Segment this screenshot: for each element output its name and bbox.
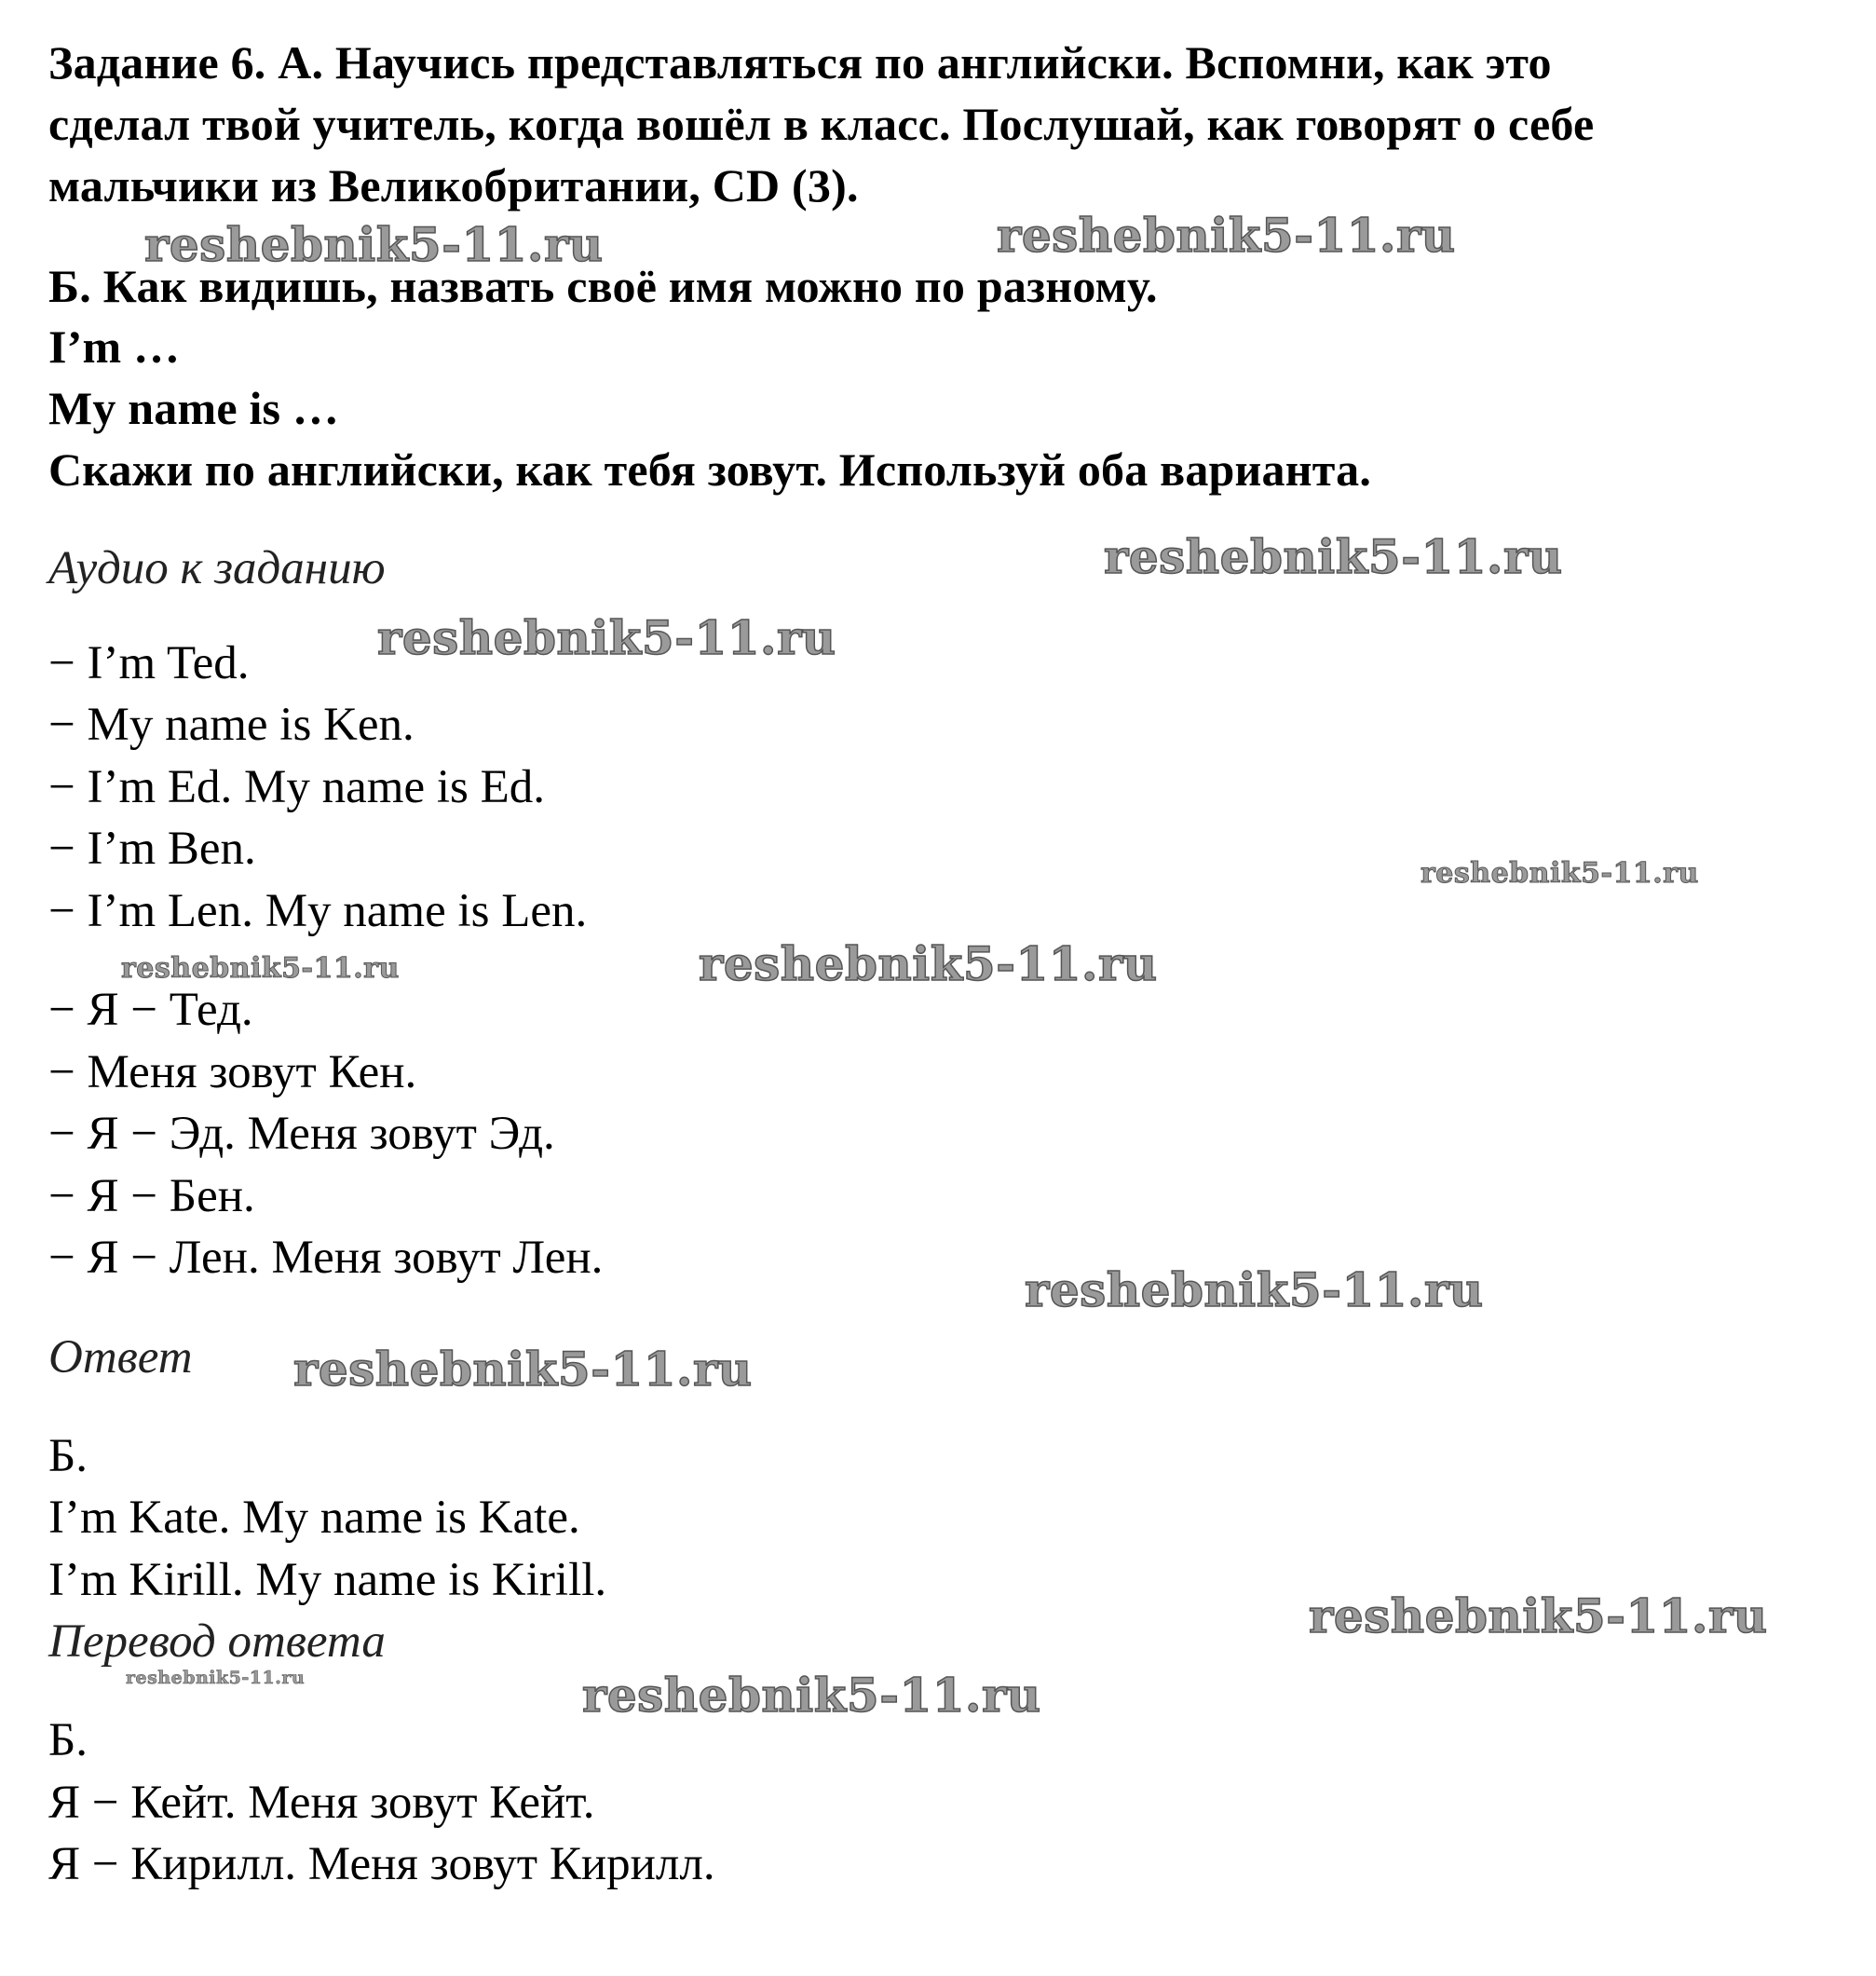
audio-english-line-3: − I’m Ed. My name is Ed. [48, 761, 546, 813]
answer-line-2: I’m Kirill. My name is Kirill. [48, 1554, 607, 1606]
task-title-line-2: сделал твой учитель, когда вошёл в класс. Послушай, как говорят о себе [48, 98, 1595, 150]
translation-label: Б. [48, 1714, 88, 1766]
task-title-line-1: Задание 6. А. Научись представляться по английски. Вспомни, как это [48, 36, 1552, 89]
answer-heading: Ответ [48, 1331, 193, 1383]
audio-english-line-1: − I’m Ted. [48, 637, 250, 689]
audio-english-line-4: − I’m Ben. [48, 823, 256, 875]
audio-russian-line-2: − Меня зовут Кен. [48, 1046, 417, 1098]
audio-russian-line-1: − Я − Тед. [48, 984, 253, 1036]
audio-russian-line-4: − Я − Бен. [48, 1170, 255, 1222]
translation-line-2: Я − Кирилл. Меня зовут Кирилл. [48, 1838, 715, 1890]
audio-russian-line-5: − Я − Лен. Меня зовут Лен. [48, 1232, 604, 1284]
watermark: reshebnik5-11.ru [699, 936, 1158, 991]
watermark: reshebnik5-11.ru [126, 1668, 306, 1688]
watermark: reshebnik5-11.ru [1104, 529, 1563, 584]
answer-line-1: I’m Kate. My name is Kate. [48, 1492, 580, 1544]
part-b-intro: Б. Как видишь, назвать своё имя можно по разному. [48, 260, 1158, 312]
watermark: reshebnik5-11.ru [1421, 857, 1699, 890]
watermark: reshebnik5-11.ru [377, 610, 836, 665]
watermark: reshebnik5-11.ru [1309, 1588, 1768, 1643]
watermark: reshebnik5-11.ru [997, 208, 1456, 263]
part-b-pattern-2: My name is … [48, 382, 340, 434]
translation-line-1: Я − Кейт. Меня зовут Кейт. [48, 1777, 595, 1829]
task-title-line-3: мальчики из Великобритании, CD (3). [48, 159, 859, 211]
part-b-instruction: Скажи по английски, как тебя зовут. Используй оба варианта. [48, 443, 1372, 496]
watermark: reshebnik5-11.ru [121, 952, 400, 985]
translation-heading: Перевод ответа [48, 1615, 386, 1668]
watermark: reshebnik5-11.ru [1025, 1262, 1484, 1317]
audio-english-line-2: − My name is Ken. [48, 699, 415, 751]
watermark: reshebnik5-11.ru [582, 1668, 1041, 1723]
watermark: reshebnik5-11.ru [293, 1342, 753, 1397]
part-b-pattern-1: I’m … [48, 320, 181, 373]
watermark: reshebnik5-11.ru [144, 217, 604, 272]
audio-english-line-5: − I’m Len. My name is Len. [48, 885, 588, 937]
audio-heading: Аудио к заданию [48, 542, 386, 594]
audio-russian-line-3: − Я − Эд. Меня зовут Эд. [48, 1108, 555, 1160]
answer-label: Б. [48, 1430, 88, 1482]
